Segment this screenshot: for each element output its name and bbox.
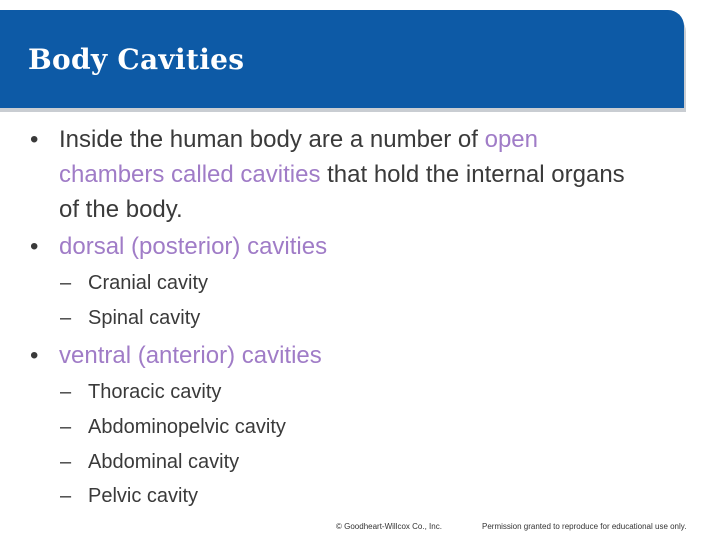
bullet-marker: • bbox=[30, 342, 39, 369]
sub-marker: – bbox=[60, 272, 72, 294]
bullet-intro-pre: Inside the human body are a number of bbox=[59, 126, 485, 153]
sub-marker: – bbox=[60, 485, 72, 507]
sub-item-text: Cranial cavity bbox=[88, 272, 209, 294]
bullet-marker: • bbox=[30, 233, 39, 260]
sub-marker: – bbox=[60, 307, 72, 329]
sub-item-text: Thoracic cavity bbox=[88, 381, 222, 403]
bullet-ventral-text: ventral (anterior) cavities bbox=[59, 342, 322, 369]
bullet-marker: • bbox=[30, 126, 39, 153]
sub-marker: – bbox=[60, 451, 72, 473]
sub-marker: – bbox=[60, 416, 72, 438]
bullet-intro-post: that hold the internal organs of the body. bbox=[59, 161, 625, 223]
bullet-dorsal-text: dorsal (posterior) cavities bbox=[59, 233, 328, 260]
bullet-intro-text bbox=[59, 122, 639, 227]
sub-item-text: Pelvic cavity bbox=[88, 485, 199, 507]
sub-marker: – bbox=[60, 381, 72, 403]
bullet-intro-highlight: open chambers called cavities bbox=[59, 126, 538, 188]
sub-item-text: Abdominopelvic cavity bbox=[88, 416, 286, 438]
footer-permission: Permission granted to reproduce for educational use only. bbox=[482, 522, 687, 531]
slide-title: Body Cavities bbox=[28, 43, 245, 76]
footer-copyright: © Goodheart-Willcox Co., Inc. bbox=[336, 522, 442, 531]
sub-item-text: Spinal cavity bbox=[88, 307, 201, 329]
sub-item-text: Abdominal cavity bbox=[88, 451, 240, 473]
